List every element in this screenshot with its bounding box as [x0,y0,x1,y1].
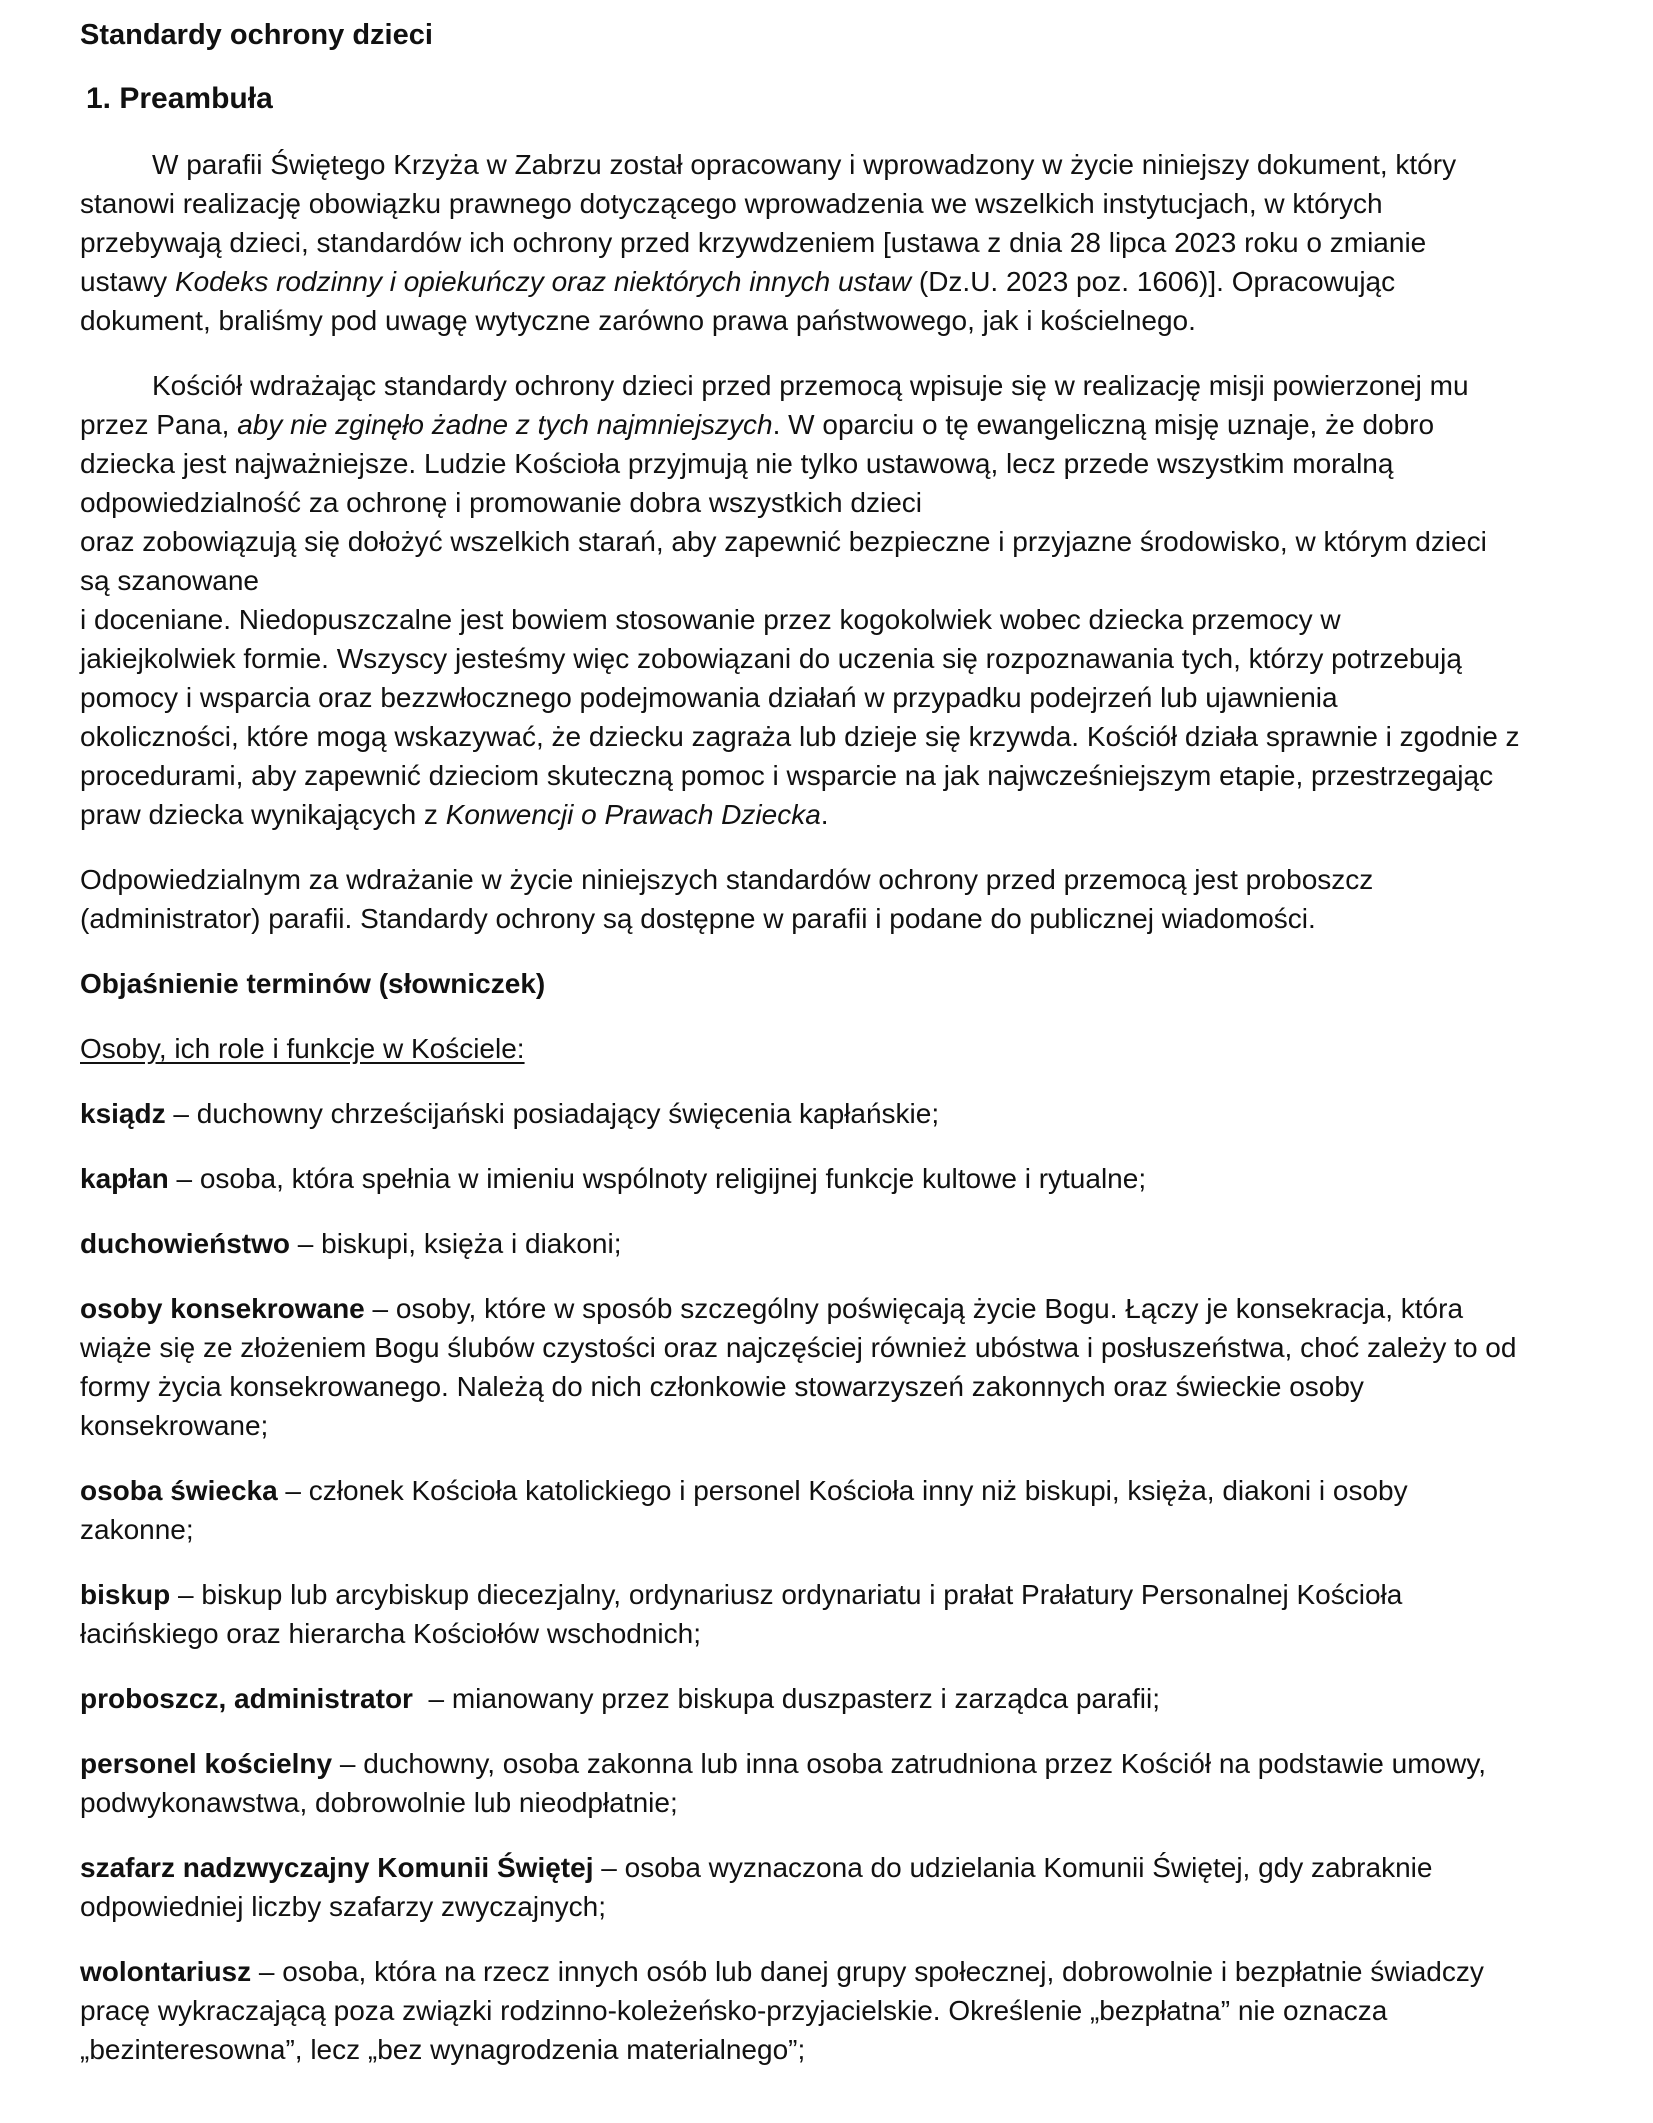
glossary-entry-osoba-swiecka: osoba świecka – członek Kościoła katolickiego i personel Kościoła inny niż biskupi, księża, diakoni i osoby zakonne; [80,1475,1408,1545]
glossary-entry-kaplan: kapłan – osoba, która spełnia w imieniu wspólnoty religijnej funkcje kultowe i rytualne; [80,1163,1147,1194]
glossary-entry-duchowienstwo: duchowieństwo – biskupi, księża i diakoni; [80,1228,622,1259]
glossary-heading: Objaśnienie terminów (słowniczek) [80,968,546,999]
paragraph-preamble-1: W parafii Świętego Krzyża w Zabrzu został opracowany i wprowadzony w życie niniejszy dokument, który stanowi realizację obowiązku prawnego dotyczącego wprowadzenia we wszelkich instytucjach, w których przebywają dzieci, standardów ich ochrony przed krzywdzeniem [ustawa z dnia 28 lipca 2023 roku o zmianie ustawy Kodeks rodzinny i opiekuńczy oraz niektórych innych ustaw (Dz.U. 2023 poz. 1606)]. Opracowując dokument, braliśmy pod uwagę wytyczne zarówno prawa państwowego, jak i kościelnego. [80,149,1457,336]
section-heading-preambula: 1. Preambuła [86,82,273,115]
glossary-entry-ksiadz: ksiądz – duchowny chrześcijański posiadający święcenia kapłańskie; [80,1098,940,1129]
glossary-entry-osoby-konsekrowane: osoby konsekrowane – osoby, które w sposób szczególny poświęcają życie Bogu. Łączy je konsekracja, która wiąże się ze złożeniem Bogu ślubów czystości oraz najczęściej również ubóstwa i posłuszeństwa, choć zależy to od formy życia konsekrowanego. Należą do nich członkowie stowarzyszeń zakonnych oraz świeckie osoby konsekrowane; [80,1293,1517,1441]
glossary-entry-personel: personel kościelny – duchowny, osoba zakonna lub inna osoba zatrudniona przez Kościół na podstawie umowy, podwykonawstwa, dobrowolnie lub nieodpłatnie; [80,1748,1487,1818]
paragraph-preamble-2: Kościół wdrażając standardy ochrony dzieci przed przemocą wpisuje się w realizację misji powierzonej mu przez Pana, aby nie zginęło żadne z tych najmniejszych. W oparciu o tę ewangeliczną misję uznaje, że dobro dziecka jest najważniejsze. Ludzie Kościoła przyjmują nie tylko ustawową, lecz przede wszystkim moralną odpowiedzialność za ochronę i promowanie dobra wszystkich dzieci oraz zobowiązują się dołożyć wszelkich starań, aby zapewnić bezpieczne i przyjazne środowisko, w którym dzieci są szanowane i doceniane. Niedopuszczalne jest bowiem stosowanie przez kogokolwiek wobec dziecka przemocy w jakiejkolwiek formie. Wszyscy jesteśmy więc zobowiązani do uczenia się rozpoznawania tych, którzy potrzebują pomocy i wsparcia oraz bezzwłocznego podejmowania działań w przypadku podejrzeń lub ujawnienia okoliczności, które mogą wskazywać, że dziecku zagraża lub dzieje się krzywda. Kościół działa sprawnie i zgodnie z procedurami, aby zapewnić dzieciom skuteczną pomoc i wsparcie na jak najwcześniejszym etapie, przestrzegając praw dziecka wynikających z Konwencji o Prawach Dziecka. [80,370,1520,830]
glossary-entry-szafarz: szafarz nadzwyczajny Komunii Świętej – osoba wyznaczona do udzielania Komunii Świętej, gdy zabraknie odpowiedniej liczby szafarzy zwyczajnych; [80,1852,1433,1922]
paragraph-responsibility: Odpowiedzialnym za wdrażanie w życie niniejszych standardów ochrony przed przemocą jest proboszcz (administrator) parafii. Standardy ochrony są dostępne w parafii i podane do publicznej wiadomości. [80,864,1374,934]
document-title: Standardy ochrony dzieci [80,19,433,51]
glossary-subheading: Osoby, ich role i funkcje w Kościele: [80,1033,525,1064]
glossary-entry-biskup: biskup – biskup lub arcybiskup diecezjalny, ordynariusz ordynariatu i prałat Prałatury Personalnej Kościoła łacińskiego oraz hierarcha Kościołów wschodnich; [80,1579,1403,1649]
document-body [80,145,1583,2069]
glossary-entry-proboszcz: proboszcz, administrator – mianowany przez biskupa duszpasterz i zarządca parafii; [80,1683,1160,1714]
glossary-entry-wolontariusz: wolontariusz – osoba, która na rzecz innych osób lub danej grupy społecznej, dobrowolnie i bezpłatnie świadczy pracę wykraczającą poza związki rodzinno-koleżeńsko-przyjacielskie. Określenie „bezpłatna” nie oznacza „bezinteresowna”, lecz „bez wynagrodzenia materialnego”; [80,1956,1484,2065]
